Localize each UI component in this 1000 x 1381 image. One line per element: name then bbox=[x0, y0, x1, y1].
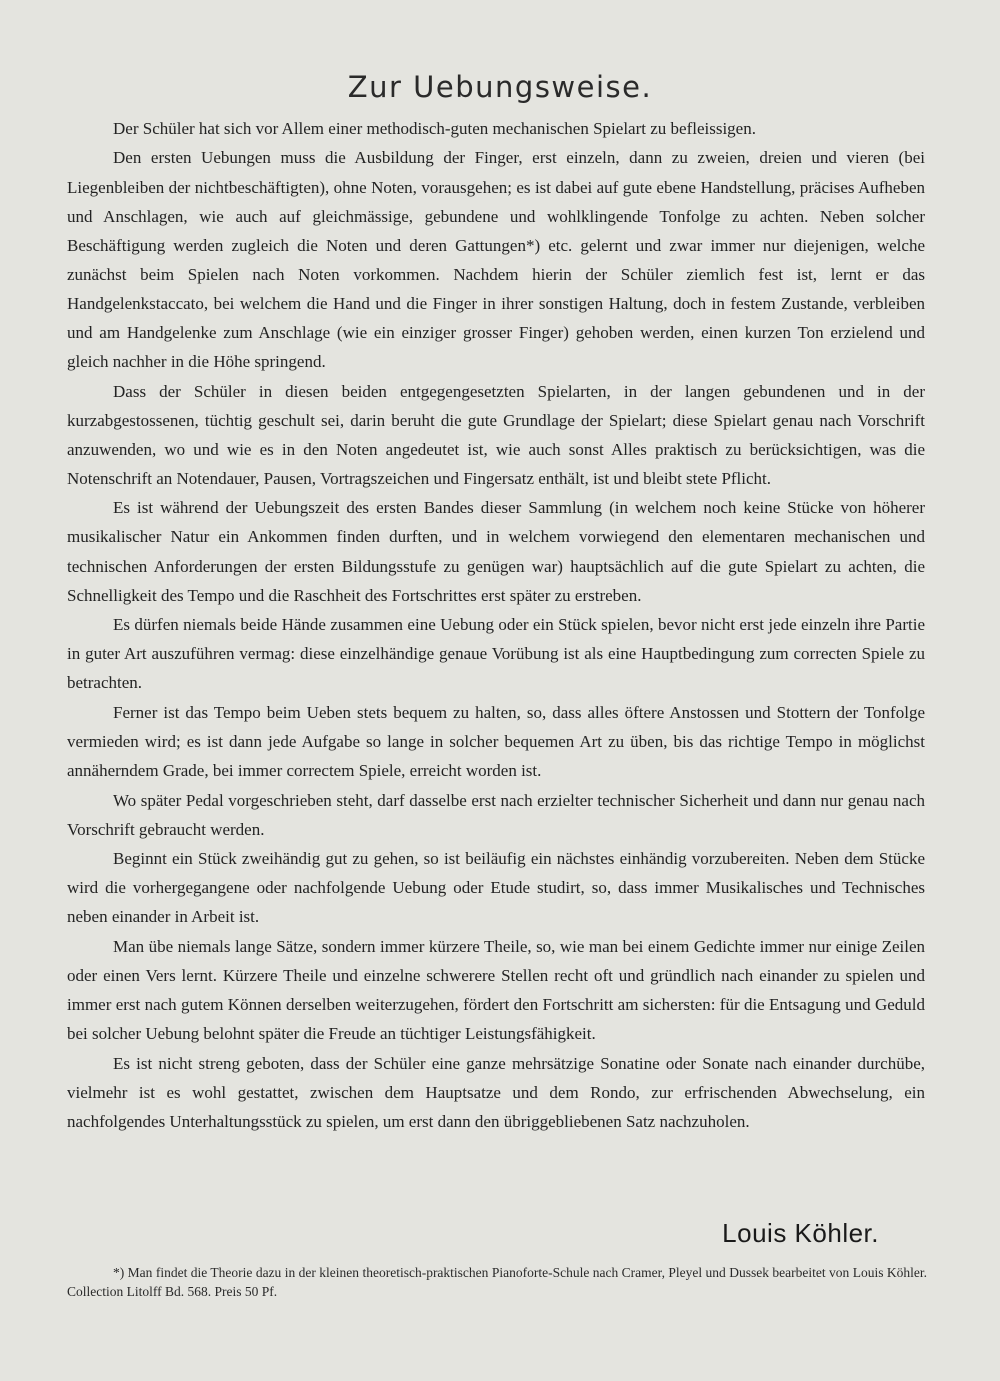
paragraph: Man übe niemals lange Sätze, sondern immer kürzere Theile, so, wie man bei einem Gedichte immer nur einige Zeilen oder einen Vers lernt. Kürzere Theile und einzelne schwerere Stellen recht oft und gründlich nach einander zu spielen und immer erst nach gutem Können derselben weiterzugehen, fördert den Fortschritt am sichersten: für die Entsagung und Geduld bei solcher Uebung belohnt später die Freude an tüchtiger Leistungsfähigkeit. bbox=[67, 936, 925, 1044]
paragraph: Es ist während der Uebungszeit des ersten Bandes dieser Sammlung (in welchem noch keine Stücke von höherer musikalischer Natur ein Ankommen finden durften, und in welchem vorwiegend den elementaren mechanischen und technischen Anforderungen der ersten Bildungsstufe zu genügen war) hauptsächlich auf die gute Spielart zu achten, die Schnelligkeit des Tempo und die Raschheit des Fortschrittes erst später zu erstreben. bbox=[67, 498, 925, 605]
paragraph: Den ersten Uebungen muss die Ausbildung der Finger, erst einzeln, dann zu zweien, dreien und vieren (bei Liegenbleiben der nichtbeschäftigten), ohne Noten, vorausgehen; es ist dabei auf gute ebene Handstellung, präcises Aufheben und Anschlagen, wie auch auf gleichmässige, gebundene und wohlklingende Tonfolge zu achten. Neben solcher Beschäftigung werden zugleich die Noten und deren Gattungen*) etc. gelernt und zwar immer nur diejenigen, welche zunächst beim Spielen nach Noten vorkommen. Nachdem hierin der Schüler ziemlich fest ist, lernt er das Handgelenkstaccato, bei welchem die Hand und die Finger in ihrer sonstigen Haltung, doch in festem Zustande, verbleiben und am Handgelenke zum Anschlage (wie ein einziger grosser Finger) gehoben werden, einen kurzen Ton erzielend und gleich nachher in die Höhe springend. bbox=[67, 148, 925, 372]
paragraph: Wo später Pedal vorgeschrieben steht, darf dasselbe erst nach erzielter technischer Sicherheit und dann nur genau nach Vorschrift gebraucht werden. bbox=[67, 790, 925, 839]
footnote bbox=[67, 1263, 927, 1301]
paragraph: Dass der Schüler in diesen beiden entgegengesetzten Spielarten, in der langen gebundenen und in der kurzabgestossenen, tüchtig geschult sei, darin beruht die gute Grundlage der Spielart; diese Spielart genau nach Vorschrift anzuwenden, wo und wie es in den Noten angedeutet ist, wie auch sonst Alles praktisch zu berücksichtigen, was die Notenschrift an Notendauer, Pausen, Vortragszeichen und Fingersatz enthält, ist und bleibt stete Pflicht. bbox=[67, 381, 925, 488]
paragraph: Der Schüler hat sich vor Allem einer methodisch-guten mechanischen Spielart zu befleissigen. bbox=[113, 119, 756, 138]
footnote-text: *) Man findet die Theorie dazu in der kleinen theoretisch-praktischen Pianoforte-Schule nach Cramer, Pleyel und Dussek bearbeitet von Louis Köhler. Collection Litolff Bd. 568. Preis 50 Pf. bbox=[67, 1265, 927, 1299]
body-text bbox=[67, 114, 925, 1136]
paragraph: Ferner ist das Tempo beim Ueben stets bequem zu halten, so, dass alles öftere Anstossen und Stottern der Tonfolge vermieden wird; es ist dann jede Aufgabe so lange in solcher bequemen Art zu üben, bis das richtige Tempo in möglichst annäherndem Grade, bei immer correctem Spiele, erreicht worden ist. bbox=[67, 702, 925, 781]
page-title: Zur Uebungsweise. bbox=[347, 70, 653, 104]
paragraph: Es dürfen niemals beide Hände zusammen eine Uebung oder ein Stück spielen, bevor nicht erst jede einzeln ihre Partie in guter Art auszuführen vermag: diese einzelhändige genaue Vorübung ist als eine Hauptbedingung zum correcten Spiele zu betrachten. bbox=[67, 615, 925, 693]
paragraph: Es ist nicht streng geboten, dass der Schüler eine ganze mehrsätzige Sonatine oder Sonate nach einander durchübe, vielmehr ist es wohl gestattet, zwischen dem Hauptsatze und dem Rondo, zur erfrischenden Abwechselung, ein nachfolgendes Unterhaltungsstück zu spielen, um erst dann den übriggebliebenen Satz nachzuholen. bbox=[67, 1053, 925, 1131]
author-signature: Louis Köhler. bbox=[722, 1218, 879, 1248]
paragraph: Beginnt ein Stück zweihändig gut zu gehen, so ist beiläufig ein nächstes einhändig vorzubereiten. Neben dem Stücke wird die vorhergegangene oder nachfolgende Uebung oder Etude studirt, so, dass immer Musikalisches und Technisches neben einander in Arbeit ist. bbox=[67, 849, 925, 927]
